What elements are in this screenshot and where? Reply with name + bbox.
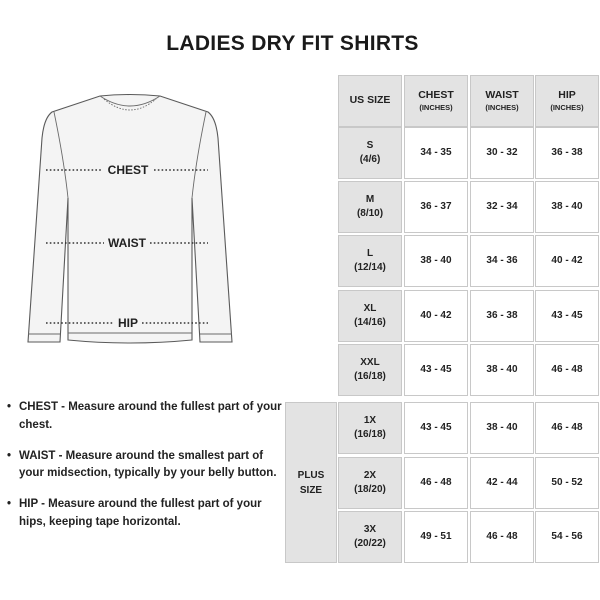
measurement-cell [535,344,599,396]
chest-value: 38 - 40 [420,254,452,266]
measurement-cell [535,181,599,233]
waist-value: 38 - 40 [486,363,518,375]
measurement-cell [404,181,468,233]
note-chest: • CHEST - Measure around the fullest part of your chest. [7,401,282,431]
note-waist-text: WAIST - Measure around the smallest part of your midsection, typically by your belly button. [19,449,277,480]
hip-value: 54 - 56 [551,530,583,542]
hip-value: 43 - 45 [551,309,583,321]
page-title: LADIES DRY FIT SHIRTS [166,32,419,55]
hip-value: 46 - 48 [551,421,583,433]
header-label: US SIZE [349,94,391,107]
measurement-cell [404,235,468,287]
hip-value: 40 - 42 [551,254,583,266]
size-label: XXL [360,356,380,368]
plus-size-label [285,402,337,563]
size-cell [338,290,402,342]
size-cell [338,235,402,287]
size-numeric: (12/14) [354,262,386,273]
measurement-cell [470,290,534,342]
measurement-cell [535,457,599,509]
header-label: WAIST [485,88,519,101]
size-label: 3X [363,523,377,535]
size-cell [338,457,402,509]
measurement-cell [470,235,534,287]
chest-value: 43 - 45 [420,421,452,433]
header-cell [338,75,402,127]
header-cell [404,75,468,127]
size-label: XL [363,302,377,314]
chest-value: 40 - 42 [420,309,452,321]
chest-value: 34 - 35 [420,146,452,158]
measurement-cell [535,402,599,454]
size-numeric: (14/16) [354,317,386,328]
measurement-cell [404,344,468,396]
measurement-cell [470,344,534,396]
waist-value: 32 - 34 [486,200,518,212]
measurement-cell [470,511,534,563]
size-cell [338,181,402,233]
measurement-cell [404,127,468,179]
size-label: S [366,139,374,151]
measurement-cell [470,181,534,233]
chest-label: CHEST [107,163,149,177]
header-cell [470,75,534,127]
measurement-cell [535,290,599,342]
size-label: L [366,247,374,259]
size-cell [338,127,402,179]
size-label: M [365,193,375,205]
size-numeric: (18/20) [354,484,386,495]
waist-value: 42 - 44 [486,476,518,488]
measurement-cell [404,457,468,509]
plus-label-line: PLUS [297,469,325,481]
header-unit: (INCHES) [485,103,519,113]
shirt-outline [28,95,232,344]
measurement-cell [470,127,534,179]
shirt-diagram [20,90,250,360]
measurement-cell [535,127,599,179]
size-cell [338,344,402,396]
note-chest-text: CHEST - Measure around the fullest part of your chest. [19,401,282,431]
measurement-cell [535,511,599,563]
header-cell [535,75,599,127]
measurement-cell [470,402,534,454]
hip-value: 46 - 48 [551,363,583,375]
size-cell [338,511,402,563]
header-label: CHEST [418,88,454,101]
measurement-cell [404,402,468,454]
size-numeric: (4/6) [359,154,381,165]
size-numeric: (8/10) [356,208,384,219]
hip-value: 38 - 40 [551,200,583,212]
header-unit: (INCHES) [419,103,453,113]
waist-value: 46 - 48 [486,530,518,542]
waist-value: 38 - 40 [486,421,518,433]
chest-value: 46 - 48 [420,476,452,488]
size-numeric: (16/18) [354,429,386,440]
waist-value: 30 - 32 [486,146,518,158]
note-hip-text: HIP - Measure around the fullest part of your hips, keeping tape horizontal. [19,498,262,529]
plus-label-line: SIZE [299,484,323,496]
waist-label: WAIST [108,236,146,250]
header-label: HIP [558,88,576,101]
hip-value: 36 - 38 [551,146,583,158]
size-cell [338,402,402,454]
header-unit: (INCHES) [550,103,584,113]
chest-value: 49 - 51 [420,530,452,542]
note-waist: • WAIST - Measure around the smallest part of your midsection, typically by your belly button. [7,449,277,480]
measurement-cell [404,511,468,563]
note-hip: • HIP - Measure around the fullest part of your hips, keeping tape horizontal. [7,498,262,529]
chest-value: 43 - 45 [420,363,452,375]
measurement-cell [535,235,599,287]
measurement-cell [470,457,534,509]
size-label: 1X [363,414,377,426]
size-numeric: (20/22) [354,538,386,549]
waist-value: 34 - 36 [486,254,518,266]
size-label: 2X [363,469,377,481]
measurement-cell [404,290,468,342]
size-numeric: (16/18) [354,371,386,382]
hip-label: HIP [117,316,139,330]
waist-value: 36 - 38 [486,309,518,321]
chest-value: 36 - 37 [420,200,452,212]
hip-value: 50 - 52 [551,476,583,488]
measurement-notes [5,399,285,545]
